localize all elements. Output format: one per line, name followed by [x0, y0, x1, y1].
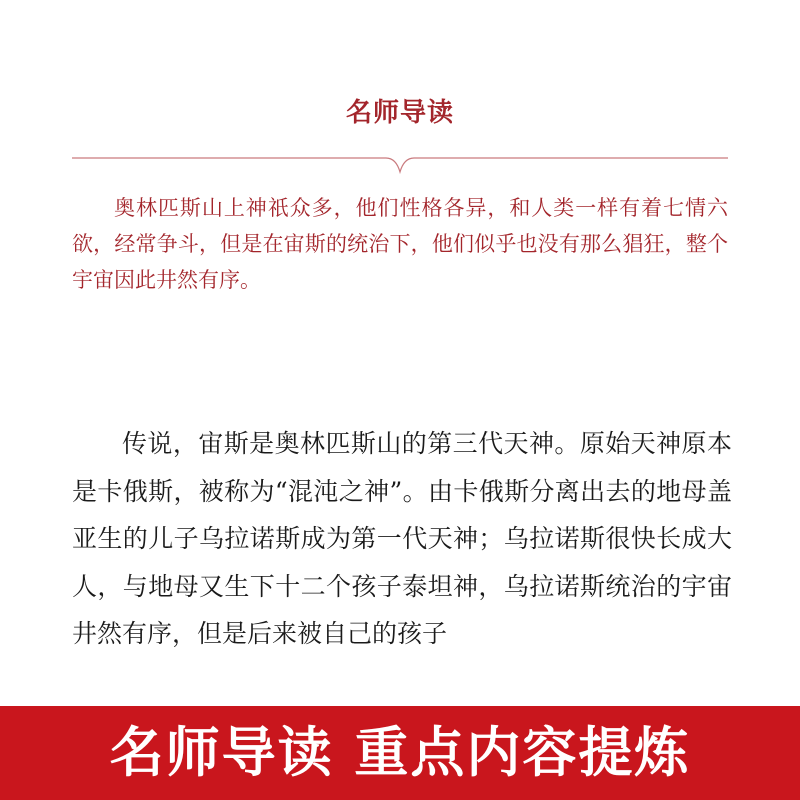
- section-title: 名师导读: [345, 98, 454, 128]
- title-divider: [72, 148, 728, 178]
- body-paragraph: 传说，宙斯是奥林匹斯山的第三代天神。原始天神原本是卡俄斯，被称为“混沌之神”。由卡俄斯分离出去的地母盖亚生的儿子乌拉诺斯成为第一代天神；乌拉诺斯很快长成大人，与地母又生下十二个孩子泰坦神，乌拉诺斯统治的宇宙井然有序，但是后来被自己的孩子: [72, 429, 732, 648]
- banner-text: 名师导读 重点内容提炼: [109, 721, 691, 784]
- intro-paragraph: 奥林匹斯山上神祇众多，他们性格各异，和人类一样有着七情六欲，经常争斗，但是在宙斯的统治下，他们似乎也没有那么猖狂，整个宇宙因此井然有序。: [72, 196, 728, 292]
- promo-banner: [0, 706, 800, 800]
